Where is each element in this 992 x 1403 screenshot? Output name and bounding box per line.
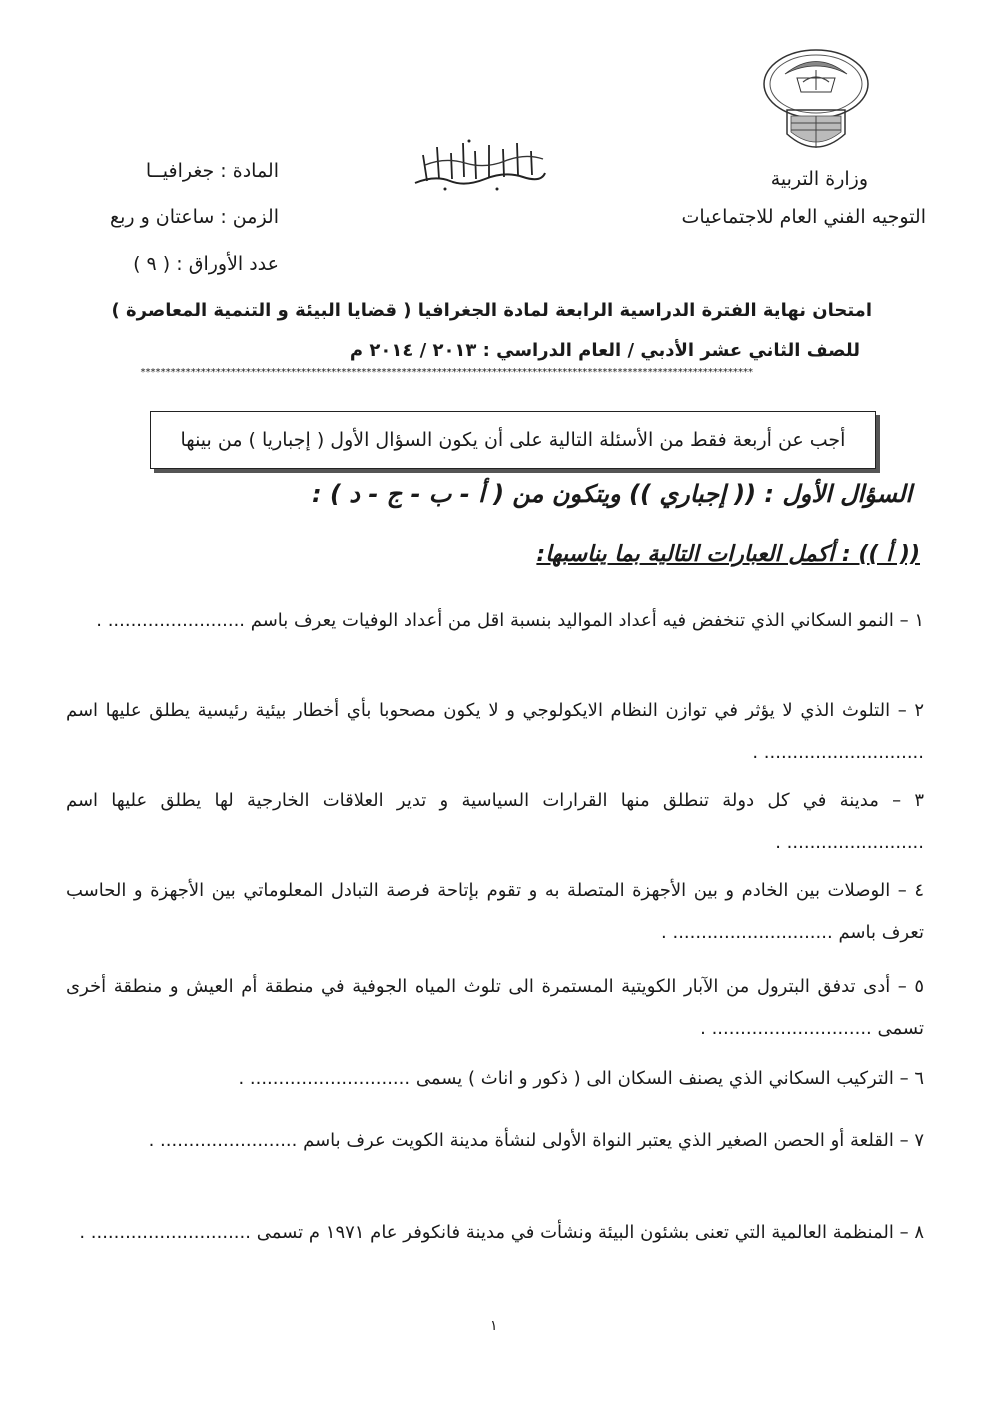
time-label: الزمن : ساعتان و ربع [109,206,279,228]
page-number: ١ [490,1318,498,1334]
question-item-2 [66,690,924,774]
question-item-8 [66,1212,924,1254]
exam-title: امتحان نهاية الفترة الدراسية الرابعة لمادة الجغرافيا ( قضايا البيئة و التنمية المعاصرة ) [111,300,872,321]
question-item-text: ١ – النمو السكاني الذي تنخفض فيه أعداد المواليد بنسبة اقل من أعداد الوفيات يعرف باسم [250,610,924,631]
question-item-text: ٨ – المنظمة العالمية التي تعنى بشئون البيئة ونشأت في مدينة فانكوفر عام ١٩٧١ م تسمى [256,1222,924,1243]
answer-blank[interactable]: ............................ . [238,1068,411,1089]
exam-grade-year: للصف الثاني عشر الأدبي / العام الدراسي : ٢٠١٣ / ٢٠١٤ م [349,340,860,361]
department-name: التوجيه الفني العام للاجتماعيات [681,206,926,228]
answer-blank[interactable]: ............................ . [79,1222,251,1243]
question-1-title: السؤال الأول : (( إجباري )) ويتكون من ( أ - ب - ج - د ) : [312,480,912,508]
question-item-3 [66,780,924,864]
question-item-7 [66,1120,924,1162]
ministry-name: وزارة التربية [770,168,868,190]
question-1a-title: (( أ )) : أكمل العبارات التالية بما يناسبها: [536,542,920,567]
question-item-text: ٣ – مدينة في كل دولة تنطلق منها القرارات السياسية و تدير العلاقات الخارجية لها يطلق عليها اسم [66,790,924,811]
answer-blank[interactable]: ............................ . [661,922,833,943]
instructions-text: أجب عن أربعة فقط من الأسئلة التالية على أن يكون السؤال الأول ( إجباريا ) من بينها [180,429,846,451]
question-item-text: ٤ – الوصلات بين الخادم و بين الأجهزة المتصلة به و تقوم بإتاحة فرصة التبادل المعلوماتي بين الأجهزة و الحاسب تعرف باسم [66,880,924,943]
basmala-calligraphy [405,135,555,195]
answer-blank[interactable]: ........................ . [148,1130,298,1151]
question-item-text: ٢ – التلوث الذي لا يؤثر في توازن النظام الايكولوجي و لا يكون مصحوبا بأي أخطار بيئية رئيسية يطلق عليها اسم [66,700,924,721]
question-item-1 [66,600,924,642]
instructions-box [150,411,876,469]
question-item-text: ٦ – التركيب السكاني الذي يصنف السكان الى ( ذكور و اناث ) يسمى [415,1068,924,1089]
pages-count-label: عدد الأوراق : ( ٩ ) [133,253,279,275]
subject-label: المادة : جغرافيــا [145,160,279,182]
question-item-text: ٥ – أدى تدفق البترول من الآبار الكويتية المستمرة الى تلوث المياه الجوفية في منطقة أم العيش و منطقة أخرى تسمى [66,976,924,1039]
answer-blank[interactable]: ........................ . [96,610,246,631]
question-item-5 [66,966,924,1050]
kuwait-emblem-icon [757,44,875,162]
answer-blank[interactable]: ............................ . [752,742,924,763]
answer-blank[interactable]: ............................ . [700,1018,872,1039]
answer-blank[interactable]: ........................ . [775,832,924,853]
question-item-4 [66,870,924,954]
question-item-text: ٧ – القلعة أو الحصن الصغير الذي يعتبر النواة الأولى لنشأة مدينة الكويت عرف باسم [303,1130,924,1151]
question-item-6 [66,1058,924,1100]
separator-line: ************************************************************************************************************************** [140,367,753,378]
